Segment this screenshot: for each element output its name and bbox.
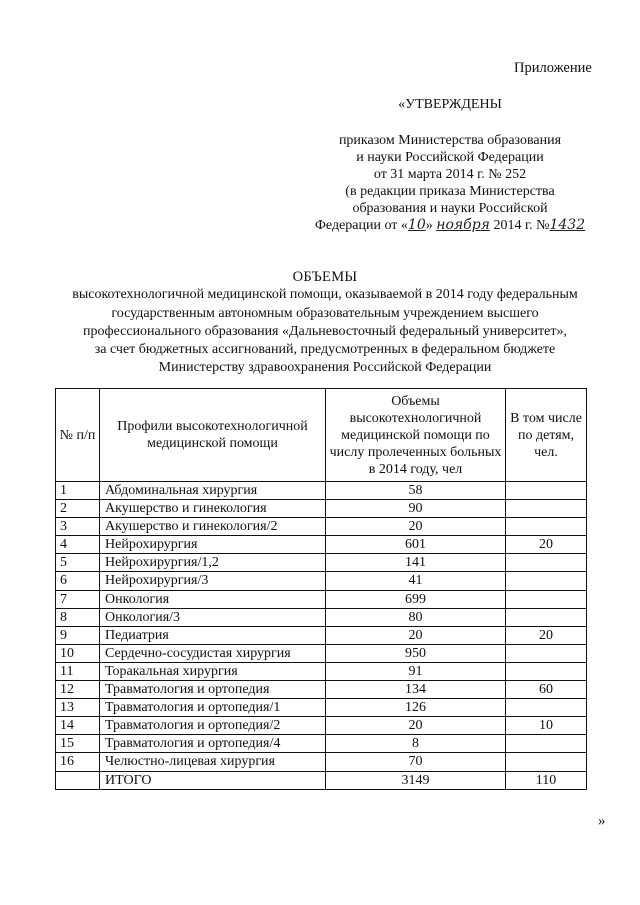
title-line: профессионального образования «Дальневосточный федеральный университет», <box>83 323 567 339</box>
row-profile: Онкология <box>100 590 326 608</box>
row-children <box>506 735 587 753</box>
row-number: 2 <box>56 500 100 518</box>
header-num: № п/п <box>56 389 100 482</box>
row-profile: Нейрохирургия/1,2 <box>100 554 326 572</box>
row-profile: Травматология и ортопедия/4 <box>100 735 326 753</box>
row-profile: Травматология и ортопедия/2 <box>100 717 326 735</box>
row-children <box>506 518 587 536</box>
row-number: 8 <box>56 608 100 626</box>
row-children <box>506 482 587 500</box>
header-volume: Объемы высокотехнологичной медицинской помощи по числу пролеченных больных в 2014 году, чел <box>326 389 506 482</box>
row-profile: Абдоминальная хирургия <box>100 482 326 500</box>
row-volume: 80 <box>326 608 506 626</box>
row-volume: 601 <box>326 536 506 554</box>
row-number: 16 <box>56 753 100 771</box>
row-children <box>506 554 587 572</box>
row-profile: Нейрохирургия <box>100 536 326 554</box>
row-children <box>506 753 587 771</box>
row-number: 7 <box>56 590 100 608</box>
handwritten-number: 1432 <box>549 217 586 233</box>
table-row <box>56 662 587 680</box>
approval-block <box>300 96 600 234</box>
edition-prefix: Федерации от « <box>314 218 408 233</box>
row-number: 15 <box>56 735 100 753</box>
row-children <box>506 608 587 626</box>
table-row <box>56 518 587 536</box>
approved-line: от 31 марта 2014 г. № 252 <box>373 167 527 182</box>
row-profile: Акушерство и гинекология/2 <box>100 518 326 536</box>
closing-quote: » <box>598 813 606 829</box>
row-children: 20 <box>506 536 587 554</box>
row-number: 13 <box>56 699 100 717</box>
row-children: 10 <box>506 717 587 735</box>
row-profile: Онкология/3 <box>100 608 326 626</box>
row-number: 10 <box>56 644 100 662</box>
appendix-label: Приложение <box>514 60 592 76</box>
table-row <box>56 536 587 554</box>
handwritten-day: 10 <box>407 217 426 233</box>
approved-title: «УТВЕРЖДЕНЫ <box>398 97 502 112</box>
row-volume: 20 <box>326 518 506 536</box>
table-header-row <box>56 389 587 482</box>
edition-quote: » <box>425 218 433 233</box>
row-profile: Торакальная хирургия <box>100 662 326 680</box>
row-volume: 58 <box>326 482 506 500</box>
title-heading: ОБЪЕМЫ <box>292 269 358 285</box>
table-row <box>56 699 587 717</box>
row-volume: 90 <box>326 500 506 518</box>
table-row <box>56 572 587 590</box>
row-volume: 699 <box>326 590 506 608</box>
header-children: В том числе по детям, чел. <box>506 389 587 482</box>
row-children <box>506 644 587 662</box>
row-profile: Сердечно-сосудистая хирургия <box>100 644 326 662</box>
row-number: 9 <box>56 626 100 644</box>
row-profile: Педиатрия <box>100 626 326 644</box>
header-profile: Профили высокотехнологичной медицинской помощи <box>100 389 326 482</box>
title-line: за счет бюджетных ассигнований, предусмотренных в федеральном бюджете <box>94 342 556 358</box>
row-number: 11 <box>56 662 100 680</box>
approved-line: образования и науки Российской <box>352 201 548 216</box>
row-volume: 126 <box>326 699 506 717</box>
row-number: 14 <box>56 717 100 735</box>
row-children <box>506 590 587 608</box>
row-volume: 91 <box>326 662 506 680</box>
row-volume: 41 <box>326 572 506 590</box>
table-row <box>56 681 587 699</box>
row-profile: Нейрохирургия/3 <box>100 572 326 590</box>
row-children <box>506 662 587 680</box>
row-volume: 950 <box>326 644 506 662</box>
row-profile: Акушерство и гинекология <box>100 500 326 518</box>
row-profile: Травматология и ортопедия <box>100 681 326 699</box>
row-volume: 70 <box>326 753 506 771</box>
row-volume: 141 <box>326 554 506 572</box>
row-profile: Травматология и ортопедия/1 <box>100 699 326 717</box>
row-children: 60 <box>506 681 587 699</box>
row-number: 6 <box>56 572 100 590</box>
title-line: государственным автономным образовательным учреждением высшего <box>111 305 539 321</box>
row-children: 20 <box>506 626 587 644</box>
table-row <box>56 644 587 662</box>
table-row <box>56 590 587 608</box>
row-number: 12 <box>56 681 100 699</box>
table-row <box>56 735 587 753</box>
row-children <box>506 699 587 717</box>
row-volume: 20 <box>326 717 506 735</box>
approved-line: и науки Российской Федерации <box>356 150 544 165</box>
row-children <box>506 572 587 590</box>
row-number: 1 <box>56 482 100 500</box>
row-number: 5 <box>56 554 100 572</box>
row-children <box>506 500 587 518</box>
table-row <box>56 500 587 518</box>
row-volume: 20 <box>326 626 506 644</box>
table-row <box>56 753 587 771</box>
title-line: высокотехнологичной медицинской помощи, оказываемой в 2014 году федеральным <box>72 287 578 303</box>
handwritten-month: ноября <box>436 217 490 233</box>
row-profile: ИТОГО <box>100 771 326 789</box>
volumes-table <box>55 388 587 790</box>
document-title <box>30 268 620 378</box>
table-row <box>56 608 587 626</box>
row-profile: Челюстно-лицевая хирургия <box>100 753 326 771</box>
row-volume: 134 <box>326 681 506 699</box>
row-volume: 3149 <box>326 771 506 789</box>
row-volume: 8 <box>326 735 506 753</box>
table-row <box>56 626 587 644</box>
edition-line <box>300 217 600 234</box>
title-line: Министерству здравоохранения Российской Федерации <box>158 360 492 376</box>
approved-line: приказом Министерства образования <box>338 133 562 148</box>
row-number: 3 <box>56 518 100 536</box>
row-children: 110 <box>506 771 587 789</box>
row-number <box>56 771 100 789</box>
table-row <box>56 717 587 735</box>
table-row <box>56 482 587 500</box>
table-row <box>56 771 587 789</box>
row-number: 4 <box>56 536 100 554</box>
table-row <box>56 554 587 572</box>
approved-line: (в редакции приказа Министерства <box>345 184 555 199</box>
edition-year: 2014 г. № <box>493 218 550 233</box>
